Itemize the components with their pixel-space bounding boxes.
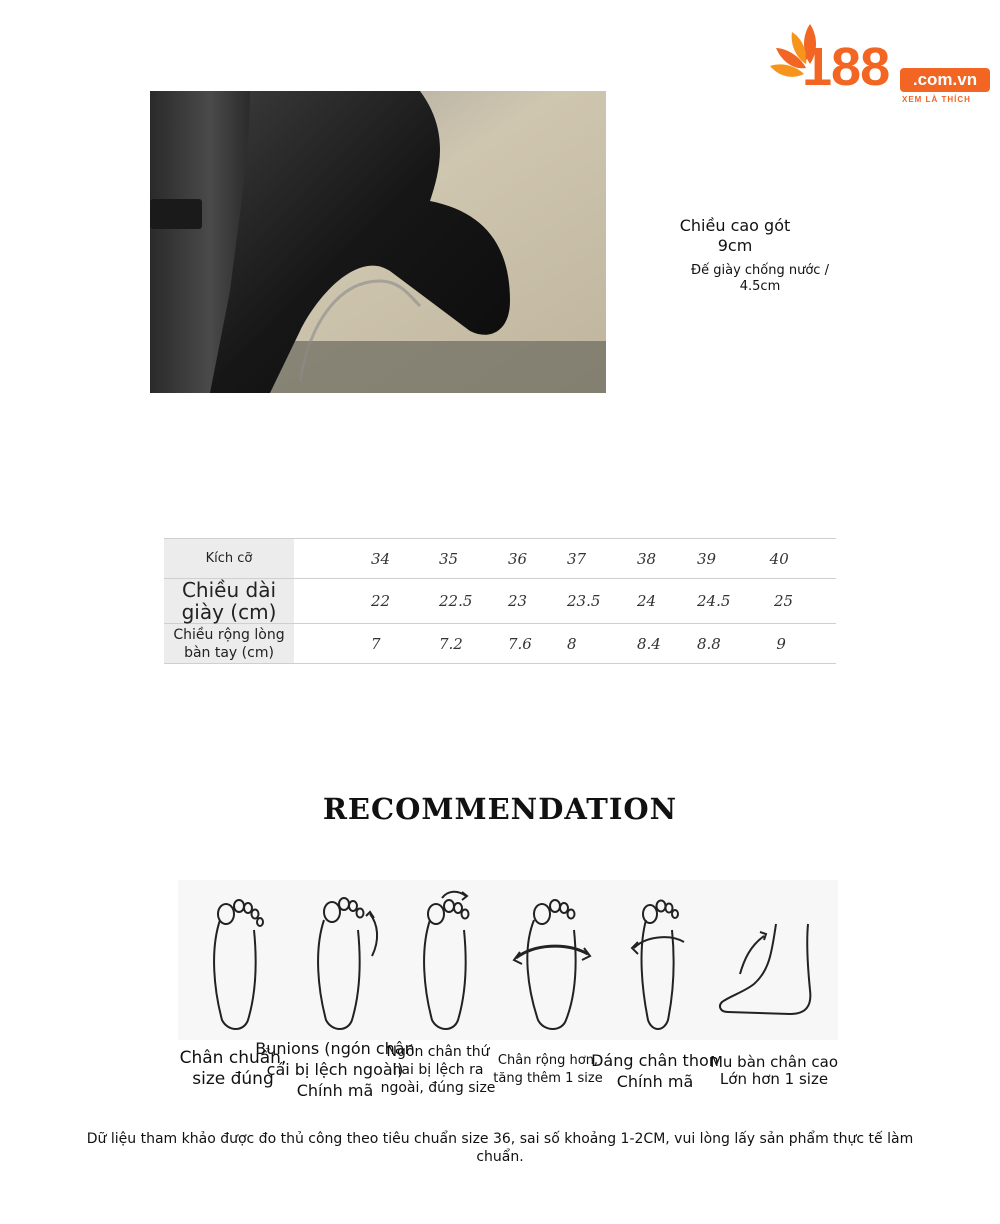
table-cell: 25: [773, 592, 794, 610]
table-cell: 23: [508, 579, 567, 624]
table-cell: 9: [776, 634, 786, 653]
table-cell: 34: [371, 539, 439, 579]
foot-label-normal: Chân chuẩn, size đúng: [179, 1048, 287, 1089]
foot-label-slim: Dáng chân thon Chính mã: [591, 1051, 719, 1091]
table-cell: 8.4: [637, 624, 697, 664]
recommendation-title: RECOMMENDATION: [322, 792, 678, 826]
disclaimer-text: Dữ liệu tham khảo được đo thủ công theo tiêu chuẩn size 36, sai số khoảng 1-2CM, vui lòng lấy sản phẩm thực tế làm chuẩn.: [86, 1131, 914, 1165]
table-cell: 23.5: [567, 579, 637, 624]
second-toe-foot-icon: [402, 880, 502, 1040]
table-row: [164, 579, 836, 624]
slim-foot-icon: [614, 880, 714, 1040]
table-cell: 38: [637, 539, 697, 579]
foot-types-strip: [178, 880, 838, 1040]
heel-height-label: Chiều cao gót 9cm: [679, 216, 791, 255]
foot-label-bunion: Bunions (ngón chân cái bị lệch ngoài) Chính mã: [255, 1039, 415, 1100]
logo-slogan: XEM LÀ THÍCH: [902, 95, 971, 104]
table-cell: 22.5: [439, 579, 508, 624]
size-table: [164, 538, 836, 664]
normal-foot-icon: [192, 880, 282, 1040]
table-cell: 24: [637, 579, 697, 624]
logo-domain: .com.vn: [900, 68, 990, 92]
table-row: [164, 539, 836, 579]
wide-foot-icon: [508, 880, 608, 1040]
table-cell: 35: [439, 539, 508, 579]
row-header-width: Chiều rộng lòng bàn tay (cm): [164, 624, 294, 664]
table-cell: 36: [508, 539, 567, 579]
table-cell: 37: [567, 539, 637, 579]
table-cell: 7.2: [439, 624, 508, 664]
foot-label-wide: Chân rộng hơn, tăng thêm 1 size: [493, 1053, 603, 1086]
bunion-foot-icon: [296, 880, 396, 1040]
table-cell: 8: [567, 624, 637, 664]
table-cell: 7: [371, 624, 439, 664]
brand-logo: [766, 18, 992, 108]
high-instep-foot-icon: [710, 880, 838, 1040]
table-cell: 40: [769, 549, 789, 568]
table-cell: 8.8: [697, 634, 721, 653]
sole-label: Đế giày chống nước / 4.5cm: [691, 263, 829, 294]
table-cell: 7.6: [508, 624, 567, 664]
foot-label-second-toe: Ngón chân thứ hai bị lệch ra ngoài, đúng size: [380, 1044, 496, 1096]
row-header-size: Kích cỡ: [164, 539, 294, 579]
row-header-length: Chiều dài giày (cm): [164, 579, 294, 624]
foot-label-high-instep: Mu bàn chân cao Lớn hơn 1 size: [709, 1053, 839, 1088]
product-heel-photo: [150, 91, 606, 393]
table-row: [164, 624, 836, 664]
table-cell: 39: [697, 549, 717, 568]
table-cell: 24.5: [697, 592, 731, 610]
logo-number: 188: [802, 37, 890, 97]
table-cell: 22: [371, 579, 439, 624]
